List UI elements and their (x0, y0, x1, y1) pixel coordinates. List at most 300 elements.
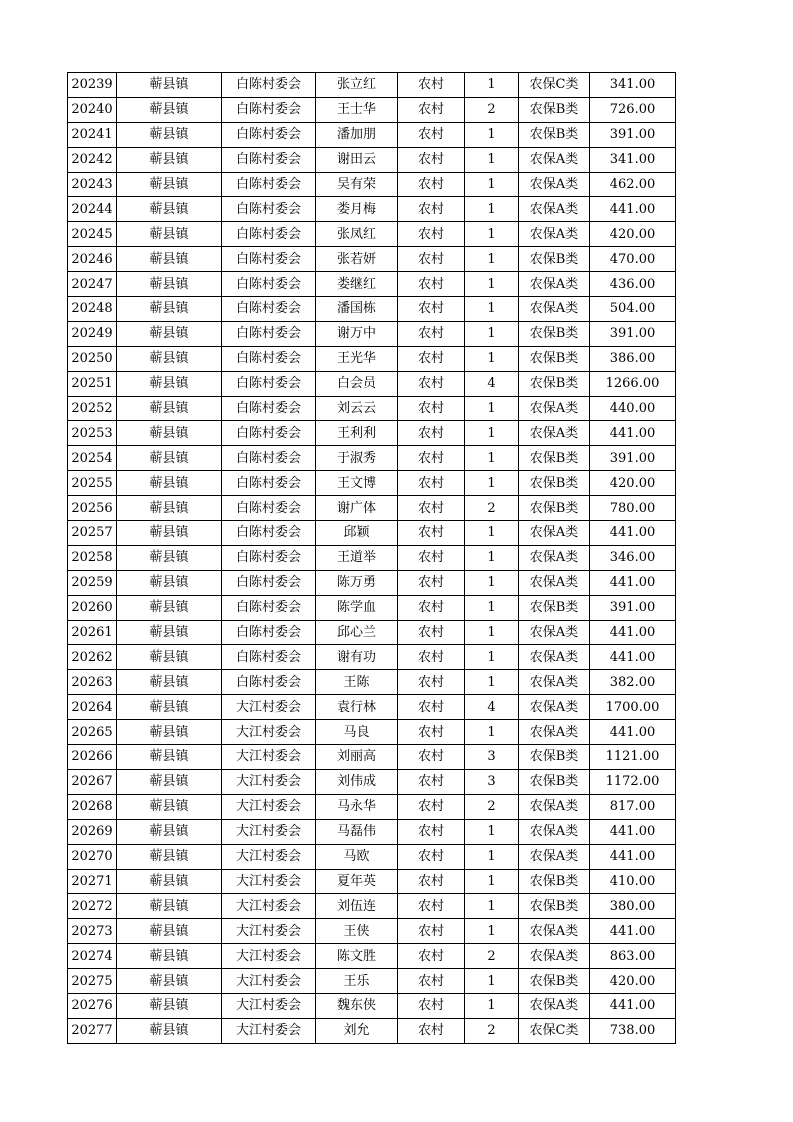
household-count-cell: 1 (465, 421, 519, 446)
record-id-cell: 20274 (68, 944, 117, 969)
village-cell: 白陈村委会 (222, 272, 316, 297)
household-count-cell: 1 (465, 645, 519, 670)
insurance-category-cell: 农保A类 (519, 670, 590, 695)
area-type-cell: 农村 (398, 1018, 465, 1043)
amount-cell: 441.00 (590, 919, 676, 944)
area-type-cell: 农村 (398, 421, 465, 446)
town-cell: 蕲县镇 (117, 794, 222, 819)
name-cell: 袁行林 (316, 695, 398, 720)
village-cell: 大江村委会 (222, 869, 316, 894)
town-cell: 蕲县镇 (117, 147, 222, 172)
name-cell: 娄月梅 (316, 197, 398, 222)
village-cell: 白陈村委会 (222, 122, 316, 147)
village-cell: 白陈村委会 (222, 147, 316, 172)
amount-cell: 738.00 (590, 1018, 676, 1043)
amount-cell: 436.00 (590, 272, 676, 297)
insurance-category-cell: 农保A类 (519, 944, 590, 969)
record-id-cell: 20270 (68, 844, 117, 869)
name-cell: 潘加朋 (316, 122, 398, 147)
record-id-cell: 20240 (68, 97, 117, 122)
village-cell: 白陈村委会 (222, 172, 316, 197)
table-row (68, 545, 676, 570)
insurance-category-cell: 农保A类 (519, 993, 590, 1018)
area-type-cell: 农村 (398, 73, 465, 98)
table-row (68, 446, 676, 471)
amount-cell: 780.00 (590, 496, 676, 521)
village-cell: 白陈村委会 (222, 421, 316, 446)
table-row (68, 595, 676, 620)
insurance-category-cell: 农保B类 (519, 769, 590, 794)
record-id-cell: 20252 (68, 396, 117, 421)
amount-cell: 391.00 (590, 122, 676, 147)
insurance-category-cell: 农保B类 (519, 346, 590, 371)
household-count-cell: 1 (465, 396, 519, 421)
record-id-cell: 20247 (68, 272, 117, 297)
amount-cell: 462.00 (590, 172, 676, 197)
area-type-cell: 农村 (398, 471, 465, 496)
village-cell: 大江村委会 (222, 769, 316, 794)
household-count-cell: 1 (465, 844, 519, 869)
name-cell: 马良 (316, 720, 398, 745)
amount-cell: 1172.00 (590, 769, 676, 794)
amount-cell: 341.00 (590, 73, 676, 98)
household-count-cell: 1 (465, 247, 519, 272)
insurance-category-cell: 农保A类 (519, 645, 590, 670)
area-type-cell: 农村 (398, 869, 465, 894)
village-cell: 白陈村委会 (222, 371, 316, 396)
household-count-cell: 1 (465, 197, 519, 222)
town-cell: 蕲县镇 (117, 421, 222, 446)
table-row (68, 794, 676, 819)
table-row (68, 944, 676, 969)
table-row (68, 720, 676, 745)
village-cell: 白陈村委会 (222, 97, 316, 122)
table-row (68, 993, 676, 1018)
name-cell: 王利利 (316, 421, 398, 446)
name-cell: 王陈 (316, 670, 398, 695)
record-id-cell: 20264 (68, 695, 117, 720)
household-count-cell: 3 (465, 745, 519, 770)
household-count-cell: 2 (465, 97, 519, 122)
town-cell: 蕲县镇 (117, 446, 222, 471)
village-cell: 白陈村委会 (222, 321, 316, 346)
record-id-cell: 20259 (68, 570, 117, 595)
area-type-cell: 农村 (398, 172, 465, 197)
town-cell: 蕲县镇 (117, 894, 222, 919)
village-cell: 白陈村委会 (222, 521, 316, 546)
town-cell: 蕲县镇 (117, 1018, 222, 1043)
insurance-category-cell: 农保A类 (519, 695, 590, 720)
town-cell: 蕲县镇 (117, 346, 222, 371)
record-id-cell: 20262 (68, 645, 117, 670)
household-count-cell: 1 (465, 670, 519, 695)
table-row (68, 1018, 676, 1043)
record-id-cell: 20265 (68, 720, 117, 745)
insurance-category-cell: 农保A类 (519, 570, 590, 595)
town-cell: 蕲县镇 (117, 969, 222, 994)
area-type-cell: 农村 (398, 944, 465, 969)
table-row (68, 272, 676, 297)
area-type-cell: 农村 (398, 894, 465, 919)
village-cell: 白陈村委会 (222, 346, 316, 371)
area-type-cell: 农村 (398, 620, 465, 645)
household-count-cell: 4 (465, 695, 519, 720)
insurance-category-cell: 农保B类 (519, 247, 590, 272)
amount-cell: 441.00 (590, 620, 676, 645)
village-cell: 白陈村委会 (222, 645, 316, 670)
town-cell: 蕲县镇 (117, 73, 222, 98)
name-cell: 魏东侠 (316, 993, 398, 1018)
insurance-category-cell: 农保A类 (519, 844, 590, 869)
name-cell: 夏年英 (316, 869, 398, 894)
household-count-cell: 1 (465, 894, 519, 919)
village-cell: 白陈村委会 (222, 73, 316, 98)
area-type-cell: 农村 (398, 670, 465, 695)
amount-cell: 420.00 (590, 471, 676, 496)
area-type-cell: 农村 (398, 247, 465, 272)
town-cell: 蕲县镇 (117, 521, 222, 546)
amount-cell: 440.00 (590, 396, 676, 421)
insurance-category-cell: 农保B类 (519, 894, 590, 919)
record-id-cell: 20257 (68, 521, 117, 546)
amount-cell: 441.00 (590, 819, 676, 844)
name-cell: 王乐 (316, 969, 398, 994)
record-id-cell: 20241 (68, 122, 117, 147)
area-type-cell: 农村 (398, 122, 465, 147)
record-id-cell: 20254 (68, 446, 117, 471)
name-cell: 王道举 (316, 545, 398, 570)
household-count-cell: 1 (465, 346, 519, 371)
name-cell: 刘伍连 (316, 894, 398, 919)
insurance-category-cell: 农保B类 (519, 97, 590, 122)
village-cell: 白陈村委会 (222, 247, 316, 272)
table-row (68, 769, 676, 794)
town-cell: 蕲县镇 (117, 471, 222, 496)
name-cell: 王侠 (316, 919, 398, 944)
name-cell: 王文博 (316, 471, 398, 496)
area-type-cell: 农村 (398, 521, 465, 546)
village-cell: 大江村委会 (222, 745, 316, 770)
town-cell: 蕲县镇 (117, 919, 222, 944)
village-cell: 白陈村委会 (222, 545, 316, 570)
table-row (68, 222, 676, 247)
area-type-cell: 农村 (398, 645, 465, 670)
amount-cell: 420.00 (590, 969, 676, 994)
amount-cell: 380.00 (590, 894, 676, 919)
ledger-body (68, 73, 676, 1044)
insurance-category-cell: 农保A类 (519, 272, 590, 297)
insurance-category-cell: 农保C类 (519, 73, 590, 98)
town-cell: 蕲县镇 (117, 620, 222, 645)
record-id-cell: 20275 (68, 969, 117, 994)
town-cell: 蕲县镇 (117, 172, 222, 197)
town-cell: 蕲县镇 (117, 819, 222, 844)
record-id-cell: 20267 (68, 769, 117, 794)
town-cell: 蕲县镇 (117, 197, 222, 222)
table-row (68, 819, 676, 844)
household-count-cell: 1 (465, 869, 519, 894)
name-cell: 谢万中 (316, 321, 398, 346)
table-row (68, 122, 676, 147)
village-cell: 白陈村委会 (222, 595, 316, 620)
table-row (68, 147, 676, 172)
name-cell: 马欧 (316, 844, 398, 869)
table-row (68, 297, 676, 322)
village-cell: 白陈村委会 (222, 222, 316, 247)
area-type-cell: 农村 (398, 695, 465, 720)
household-count-cell: 3 (465, 769, 519, 794)
insurance-category-cell: 农保A类 (519, 297, 590, 322)
name-cell: 娄继红 (316, 272, 398, 297)
town-cell: 蕲县镇 (117, 222, 222, 247)
insurance-category-cell: 农保B类 (519, 496, 590, 521)
subsidy-ledger-table (67, 72, 676, 1044)
household-count-cell: 1 (465, 321, 519, 346)
area-type-cell: 农村 (398, 396, 465, 421)
town-cell: 蕲县镇 (117, 247, 222, 272)
area-type-cell: 农村 (398, 446, 465, 471)
amount-cell: 410.00 (590, 869, 676, 894)
record-id-cell: 20248 (68, 297, 117, 322)
record-id-cell: 20242 (68, 147, 117, 172)
village-cell: 大江村委会 (222, 720, 316, 745)
village-cell: 白陈村委会 (222, 570, 316, 595)
insurance-category-cell: 农保A类 (519, 197, 590, 222)
town-cell: 蕲县镇 (117, 745, 222, 770)
village-cell: 大江村委会 (222, 919, 316, 944)
record-id-cell: 20277 (68, 1018, 117, 1043)
name-cell: 谢广体 (316, 496, 398, 521)
village-cell: 白陈村委会 (222, 197, 316, 222)
name-cell: 邱心兰 (316, 620, 398, 645)
insurance-category-cell: 农保A类 (519, 521, 590, 546)
household-count-cell: 1 (465, 969, 519, 994)
area-type-cell: 农村 (398, 769, 465, 794)
household-count-cell: 1 (465, 620, 519, 645)
village-cell: 大江村委会 (222, 1018, 316, 1043)
household-count-cell: 1 (465, 222, 519, 247)
area-type-cell: 农村 (398, 545, 465, 570)
name-cell: 张立红 (316, 73, 398, 98)
insurance-category-cell: 农保A类 (519, 222, 590, 247)
name-cell: 潘国栋 (316, 297, 398, 322)
insurance-category-cell: 农保C类 (519, 1018, 590, 1043)
household-count-cell: 1 (465, 73, 519, 98)
area-type-cell: 农村 (398, 969, 465, 994)
insurance-category-cell: 农保B类 (519, 446, 590, 471)
amount-cell: 441.00 (590, 844, 676, 869)
name-cell: 王光华 (316, 346, 398, 371)
town-cell: 蕲县镇 (117, 869, 222, 894)
household-count-cell: 1 (465, 545, 519, 570)
record-id-cell: 20258 (68, 545, 117, 570)
insurance-category-cell: 农保A类 (519, 620, 590, 645)
town-cell: 蕲县镇 (117, 297, 222, 322)
name-cell: 刘伟成 (316, 769, 398, 794)
town-cell: 蕲县镇 (117, 695, 222, 720)
household-count-cell: 1 (465, 471, 519, 496)
table-row (68, 969, 676, 994)
insurance-category-cell: 农保A类 (519, 147, 590, 172)
table-row (68, 844, 676, 869)
town-cell: 蕲县镇 (117, 545, 222, 570)
town-cell: 蕲县镇 (117, 993, 222, 1018)
insurance-category-cell: 农保B类 (519, 321, 590, 346)
area-type-cell: 农村 (398, 720, 465, 745)
record-id-cell: 20276 (68, 993, 117, 1018)
amount-cell: 1121.00 (590, 745, 676, 770)
town-cell: 蕲县镇 (117, 97, 222, 122)
amount-cell: 441.00 (590, 570, 676, 595)
record-id-cell: 20263 (68, 670, 117, 695)
record-id-cell: 20244 (68, 197, 117, 222)
insurance-category-cell: 农保B类 (519, 969, 590, 994)
amount-cell: 817.00 (590, 794, 676, 819)
village-cell: 白陈村委会 (222, 297, 316, 322)
household-count-cell: 2 (465, 944, 519, 969)
record-id-cell: 20255 (68, 471, 117, 496)
insurance-category-cell: 农保A类 (519, 919, 590, 944)
insurance-category-cell: 农保B类 (519, 371, 590, 396)
name-cell: 谢田云 (316, 147, 398, 172)
town-cell: 蕲县镇 (117, 595, 222, 620)
area-type-cell: 农村 (398, 222, 465, 247)
amount-cell: 391.00 (590, 321, 676, 346)
name-cell: 张凤红 (316, 222, 398, 247)
household-count-cell: 1 (465, 521, 519, 546)
record-id-cell: 20250 (68, 346, 117, 371)
area-type-cell: 农村 (398, 321, 465, 346)
village-cell: 大江村委会 (222, 819, 316, 844)
table-row (68, 247, 676, 272)
amount-cell: 1700.00 (590, 695, 676, 720)
amount-cell: 420.00 (590, 222, 676, 247)
table-row (68, 172, 676, 197)
name-cell: 邱颖 (316, 521, 398, 546)
table-row (68, 620, 676, 645)
insurance-category-cell: 农保B类 (519, 869, 590, 894)
name-cell: 刘云云 (316, 396, 398, 421)
name-cell: 马永华 (316, 794, 398, 819)
household-count-cell: 1 (465, 446, 519, 471)
area-type-cell: 农村 (398, 297, 465, 322)
record-id-cell: 20251 (68, 371, 117, 396)
record-id-cell: 20271 (68, 869, 117, 894)
insurance-category-cell: 农保A类 (519, 421, 590, 446)
record-id-cell: 20246 (68, 247, 117, 272)
name-cell: 于淑秀 (316, 446, 398, 471)
insurance-category-cell: 农保B类 (519, 122, 590, 147)
table-row (68, 570, 676, 595)
village-cell: 白陈村委会 (222, 670, 316, 695)
record-id-cell: 20260 (68, 595, 117, 620)
amount-cell: 441.00 (590, 421, 676, 446)
name-cell: 刘丽高 (316, 745, 398, 770)
area-type-cell: 农村 (398, 819, 465, 844)
table-row (68, 421, 676, 446)
name-cell: 谢有功 (316, 645, 398, 670)
record-id-cell: 20243 (68, 172, 117, 197)
amount-cell: 441.00 (590, 645, 676, 670)
household-count-cell: 1 (465, 147, 519, 172)
area-type-cell: 农村 (398, 745, 465, 770)
village-cell: 白陈村委会 (222, 620, 316, 645)
name-cell: 白会员 (316, 371, 398, 396)
table-row (68, 745, 676, 770)
amount-cell: 391.00 (590, 595, 676, 620)
village-cell: 大江村委会 (222, 993, 316, 1018)
name-cell: 马磊伟 (316, 819, 398, 844)
record-id-cell: 20261 (68, 620, 117, 645)
table-row (68, 396, 676, 421)
area-type-cell: 农村 (398, 919, 465, 944)
table-row (68, 645, 676, 670)
name-cell: 吴有荣 (316, 172, 398, 197)
record-id-cell: 20268 (68, 794, 117, 819)
table-row (68, 97, 676, 122)
insurance-category-cell: 农保A类 (519, 720, 590, 745)
town-cell: 蕲县镇 (117, 570, 222, 595)
area-type-cell: 农村 (398, 844, 465, 869)
town-cell: 蕲县镇 (117, 844, 222, 869)
table-row (68, 496, 676, 521)
area-type-cell: 农村 (398, 272, 465, 297)
household-count-cell: 1 (465, 172, 519, 197)
town-cell: 蕲县镇 (117, 670, 222, 695)
household-count-cell: 1 (465, 595, 519, 620)
table-row (68, 521, 676, 546)
amount-cell: 386.00 (590, 346, 676, 371)
village-cell: 白陈村委会 (222, 471, 316, 496)
household-count-cell: 2 (465, 496, 519, 521)
area-type-cell: 农村 (398, 97, 465, 122)
record-id-cell: 20256 (68, 496, 117, 521)
village-cell: 白陈村委会 (222, 496, 316, 521)
area-type-cell: 农村 (398, 595, 465, 620)
household-count-cell: 1 (465, 297, 519, 322)
amount-cell: 504.00 (590, 297, 676, 322)
village-cell: 大江村委会 (222, 894, 316, 919)
household-count-cell: 1 (465, 819, 519, 844)
amount-cell: 382.00 (590, 670, 676, 695)
village-cell: 大江村委会 (222, 695, 316, 720)
village-cell: 大江村委会 (222, 944, 316, 969)
insurance-category-cell: 农保A类 (519, 794, 590, 819)
amount-cell: 441.00 (590, 197, 676, 222)
amount-cell: 1266.00 (590, 371, 676, 396)
amount-cell: 470.00 (590, 247, 676, 272)
town-cell: 蕲县镇 (117, 645, 222, 670)
amount-cell: 863.00 (590, 944, 676, 969)
table-row (68, 919, 676, 944)
table-row (68, 73, 676, 98)
village-cell: 大江村委会 (222, 969, 316, 994)
town-cell: 蕲县镇 (117, 944, 222, 969)
area-type-cell: 农村 (398, 794, 465, 819)
table-row (68, 471, 676, 496)
amount-cell: 726.00 (590, 97, 676, 122)
name-cell: 刘允 (316, 1018, 398, 1043)
town-cell: 蕲县镇 (117, 272, 222, 297)
area-type-cell: 农村 (398, 197, 465, 222)
record-id-cell: 20269 (68, 819, 117, 844)
village-cell: 白陈村委会 (222, 396, 316, 421)
amount-cell: 441.00 (590, 993, 676, 1018)
area-type-cell: 农村 (398, 496, 465, 521)
table-row (68, 346, 676, 371)
table-row (68, 869, 676, 894)
area-type-cell: 农村 (398, 371, 465, 396)
